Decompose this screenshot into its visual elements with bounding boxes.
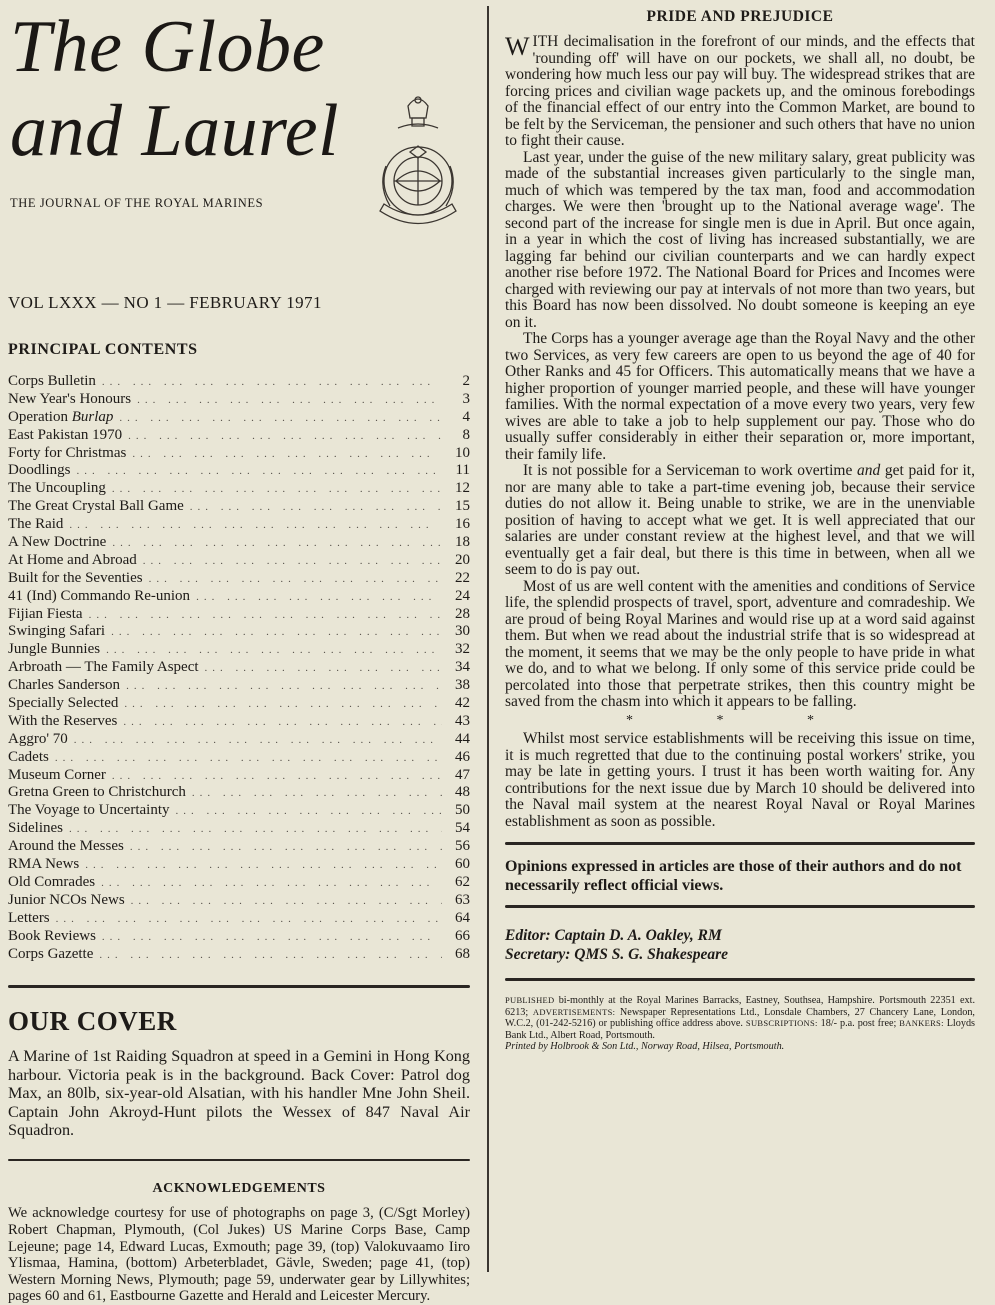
contents-item-page: 54 xyxy=(455,820,470,837)
leader-dots xyxy=(196,591,442,603)
leader-dots xyxy=(131,895,442,907)
contents-item xyxy=(8,910,470,928)
contents-item-title: The Great Crystal Ball Game xyxy=(8,498,184,515)
right-column xyxy=(505,6,975,1276)
contents-item-page: 34 xyxy=(455,659,470,676)
contents-item xyxy=(8,874,470,892)
contents-item xyxy=(8,749,470,767)
contents-list xyxy=(8,373,470,963)
contents-item xyxy=(8,462,470,480)
contents-item-title: Corps Bulletin xyxy=(8,373,96,389)
contents-item-page: 43 xyxy=(455,712,470,729)
leader-dots xyxy=(102,376,442,388)
contents-item xyxy=(8,713,470,731)
contents-item-page: 10 xyxy=(455,444,470,461)
leader-dots xyxy=(69,519,442,531)
contents-item-title: The Uncoupling xyxy=(8,480,106,497)
contents-item-page: 42 xyxy=(455,695,470,712)
editorial-paragraph xyxy=(505,463,975,579)
contents-item-title: Forty for Christmas xyxy=(8,444,127,461)
drop-cap: W xyxy=(505,32,530,61)
editorial-paragraph xyxy=(505,34,975,150)
editorial-title: PRIDE AND PREJUDICE xyxy=(646,8,834,25)
leader-dots xyxy=(190,501,442,513)
imprint-label: BANKERS: xyxy=(899,1018,944,1028)
contents-item-title: A New Doctrine xyxy=(8,534,107,551)
contents-item xyxy=(8,391,470,409)
leader-dots xyxy=(101,877,442,889)
leader-dots xyxy=(112,483,442,495)
editorial-paragraph: Most of us are well content with the amenities and conditions of Service life, the splendid prospects of travel, sport, adventure and comradeship. We are proud of being Royal Marines and would rise up at a word said against them. But when we read about the industrial strife that is so widespread at the moment, it seems that we may be the only people to have pride in what we do, and to what we belong. If only some of this service pride could be percolated into those that perpetrate strikes, then this country might be saved from the chasm into which it appears to be falling. xyxy=(505,577,975,710)
divider-rule xyxy=(505,842,975,845)
contents-item-title: Sidelines xyxy=(8,820,63,837)
contents-item-title: With the Reserves xyxy=(8,712,118,729)
contents-item-page: 18 xyxy=(455,534,470,551)
contents-item-title: Book Reviews xyxy=(8,927,96,944)
contents-item xyxy=(8,802,470,820)
imprint-text: Lloyds Bank Ltd., Albert Road, Portsmouth. xyxy=(505,1018,976,1041)
editorial-paragraph: The Corps has a younger average age than the Royal Navy and the other two Services, as very few careers are open to us beyond the age of 40 for Other Ranks and 45 for Officers. This automatically means that we have a higher proportion of younger married people, and these will have younger families. With the normal expectation of a move every two years, very few wives are able to take a job to help supplement our pay. Those who do usually suffer considerably in either their separation or, more important, their family life. xyxy=(505,330,975,463)
contents-item-title: Charles Sanderson xyxy=(8,677,121,694)
leader-dots xyxy=(74,734,442,746)
contents-item-title: Doodlings xyxy=(8,462,71,479)
contents-item-title: Corps Gazette xyxy=(8,945,94,962)
printer-credit: Printed by Holbrook & Son Ltd., Norway Road, Hilsea, Portsmouth. xyxy=(505,1041,785,1052)
contents-item xyxy=(8,946,470,964)
editorial-paragraph: Last year, under the guise of the new military salary, great publicity was made of the substantial increases given particularly to the single man, much of which was tempered by the tax man, food and accommodation charges. We were then 'brought up to the National average wage'. The second part of the increase for single men is due in April. But once again, in a year in which the cost of living has increased substantially, we are lagging far behind our civilian counterparts and we can hardly expect another rise before 1972. The National Board for Prices and Incomes were charged with reviewing our pay at intervals of not more than two years, but this Board has now been dissolved. No doubt someone is keeping an eye on it. xyxy=(505,148,975,331)
contents-item xyxy=(8,534,470,552)
contents-item-page: 38 xyxy=(455,677,470,694)
contents-item-page: 56 xyxy=(455,838,470,855)
leader-dots xyxy=(112,770,442,782)
contents-item xyxy=(8,606,470,624)
leader-dots xyxy=(143,555,442,567)
leader-dots xyxy=(77,465,442,477)
leader-dots xyxy=(128,430,442,442)
contents-item-title: Letters xyxy=(8,909,50,926)
leader-dots xyxy=(130,841,442,853)
imprint xyxy=(505,995,975,1053)
contents-item xyxy=(8,838,470,856)
contents-item-title: At Home and Abroad xyxy=(8,551,137,568)
leader-dots xyxy=(106,644,442,656)
contents-item-title: Fijian Fiesta xyxy=(8,605,83,622)
leader-dots xyxy=(102,931,442,943)
leader-dots xyxy=(132,448,442,460)
contents-item-title: Jungle Bunnies xyxy=(8,641,101,658)
contents-item-page: 20 xyxy=(455,551,470,568)
contents-item xyxy=(8,570,470,588)
column-divider xyxy=(487,6,489,1272)
imprint-text: 18/- p.a. post free; xyxy=(817,1018,900,1029)
contents-item-title: Swinging Safari xyxy=(8,623,106,640)
contents-item xyxy=(8,784,470,802)
editorial-paragraph: Whilst most service establishments will be receiving this issue on time, it is much regretted that due to the continuing postal workers' strike, you may be late in getting yours. I trust it has been worth waiting for. Any contributions for the next issue due by March 10 should be delivered into the Naval mail system at the nearest Royal Naval or Royal Marines establishment as soon as possible. xyxy=(505,730,975,830)
contents-item xyxy=(8,552,470,570)
leader-dots xyxy=(126,680,442,692)
contents-item xyxy=(8,498,470,516)
contents-item-page: 32 xyxy=(455,641,470,658)
contents-item-title: The Raid xyxy=(8,516,64,533)
contents-item-page: 64 xyxy=(455,909,470,926)
leader-dots xyxy=(69,823,442,835)
contents-item xyxy=(8,731,470,749)
contents-item-title: New Year's Honours xyxy=(8,390,132,407)
editorial-body xyxy=(505,34,975,830)
contents-item-page: 8 xyxy=(462,426,470,443)
contents-item-title: Junior NCOs News xyxy=(8,891,125,908)
contents-item-page: 66 xyxy=(455,927,470,944)
contents-item-page: 68 xyxy=(455,945,470,962)
contents-item-page: 2 xyxy=(462,373,470,389)
contents-item-title: Museum Corner xyxy=(8,766,106,783)
contents-item-title: The Voyage to Uncertainty xyxy=(8,802,170,819)
contents-item xyxy=(8,928,470,946)
contents-item xyxy=(8,641,470,659)
leader-dots xyxy=(56,913,442,925)
contents-item xyxy=(8,820,470,838)
contents-item xyxy=(8,588,470,606)
editor-credit: Editor: Captain D. A. Oakley, RM xyxy=(505,927,722,944)
contents-item-page: 30 xyxy=(455,623,470,640)
contents-item-title: 41 (Ind) Commando Re-union xyxy=(8,587,191,604)
imprint-label: PUBLISHED xyxy=(505,995,555,1005)
contents-item xyxy=(8,516,470,534)
contents-item xyxy=(8,659,470,677)
leader-dots xyxy=(89,609,442,621)
leader-dots xyxy=(123,716,442,728)
contents-item-title: Specially Selected xyxy=(8,695,119,712)
leader-dots xyxy=(124,698,442,710)
paragraph-text: ITH decimalisation in the forefront of our minds, and the effects that 'rounding off' will have on our pockets, we shall all, no doubt, be wondering how much less our pay will buy. The widespread strikes that are forcing prices and civilian wage packets up, and the ominous forebodings of the financial effect of our entry into the Common Market, are bound to be felt by the Serviceman, the pensioner and such others that have no union to fight their cause. xyxy=(505,33,975,149)
leader-dots xyxy=(192,787,442,799)
contents-item xyxy=(8,856,470,874)
imprint-text: bi-monthly at the Royal Marines Barracks, Eastney, Southsea, Hampshire. Portsmouth 22351 ext. 6213; xyxy=(505,995,975,1018)
cover-title: OUR COVER xyxy=(8,1006,177,1037)
contents-item-title: Gretna Green to Christchurch xyxy=(8,784,186,801)
contents-item-page: 11 xyxy=(455,462,470,479)
contents-item xyxy=(8,373,470,391)
contents-item xyxy=(8,445,470,463)
contents-item-page: 3 xyxy=(462,390,470,407)
masthead-line-1: The Globe xyxy=(10,6,325,88)
leader-dots xyxy=(119,412,442,424)
contents-item-page: 16 xyxy=(455,516,470,533)
journal-subtitle: THE JOURNAL OF THE ROYAL MARINES xyxy=(10,196,264,210)
contents-item-title: Aggro' 70 xyxy=(8,730,68,747)
contents-item xyxy=(8,427,470,445)
contents-item-page: 47 xyxy=(455,766,470,783)
contents-item-page: 24 xyxy=(455,587,470,604)
contents-item-page: 50 xyxy=(455,802,470,819)
leader-dots xyxy=(175,805,442,817)
section-stars: * * * xyxy=(626,712,854,728)
royal-marines-crest-icon xyxy=(368,86,468,241)
imprint-text: Newspaper Representations Ltd., Lonsdale Chambers, 27 Chancery Lane, London, W.C.2, (01-242-5216) or publishing office address above. xyxy=(505,1006,975,1029)
divider-rule xyxy=(505,905,975,908)
contents-item-page: 4 xyxy=(462,408,470,425)
leader-dots xyxy=(137,394,442,406)
contents-item-title: Around the Messes xyxy=(8,838,124,855)
contents-item-title: Built for the Seventies xyxy=(8,569,143,586)
contents-item xyxy=(8,480,470,498)
paragraph-text: get paid for it, nor are many able to take a part-time evening job, because their service duties do not allow it. Being unable to strike, we are in the unenviable position of having to accept what we get. It is well appreciated that our salaries are under constant review at the highest level, and that we will eventually get a fair deal, but there is this time in between, when all we seem to do is pay out. xyxy=(505,462,975,578)
contents-item-title: Cadets xyxy=(8,748,49,765)
contents-item xyxy=(8,892,470,910)
contents-item-title: Operation Burlap xyxy=(8,408,114,425)
contents-item xyxy=(8,623,470,641)
contents-item-title: Old Comrades xyxy=(8,873,96,890)
leader-dots xyxy=(99,949,442,961)
contents-item-page: 60 xyxy=(455,856,470,873)
acknowledgements-text: We acknowledge courtesy for use of photographs on page 3, (C/Sgt Morley) Robert Chapman, Plymouth, (Col Jukes) US Marine Corps Base, Camp Lejeune; page 14, Edward Lucas, Exmouth; page 39, (top) Valokuvaamo Iiro Ylismaa, Hamina, (bottom) Arbeterbladet, Gävle, Sweden; page 41, (top) Western Morning News, Plymouth; page 59, underwater gear by Lillywhites; pages 60 and 61, Eastbourne Gazette and Herald and Leicester Mercury. xyxy=(8,1205,470,1305)
leader-dots xyxy=(85,859,442,871)
leader-dots xyxy=(149,573,442,585)
contents-item-page: 44 xyxy=(455,730,470,747)
issue-line: VOL LXXX — NO 1 — FEBRUARY 1971 xyxy=(8,293,322,312)
contents-item xyxy=(8,677,470,695)
contents-item-title: East Pakistan 1970 xyxy=(8,426,123,443)
acknowledgements-title: ACKNOWLEDGEMENTS xyxy=(152,1181,326,1197)
contents-item-title: Arbroath — The Family Aspect xyxy=(8,659,199,676)
paragraph-text: It is not possible for a Serviceman to work overtime xyxy=(523,462,857,479)
contents-item-page: 63 xyxy=(455,891,470,908)
divider-rule xyxy=(505,978,975,981)
contents-item-title: RMA News xyxy=(8,856,80,873)
staff-credits xyxy=(505,926,975,964)
leader-dots xyxy=(111,626,442,638)
leader-dots xyxy=(112,537,442,549)
opinion-disclaimer: Opinions expressed in articles are those of their authors and do not necessarily reflect official views. xyxy=(505,858,962,894)
contents-item-page: 22 xyxy=(455,569,470,586)
emphasis-text: and xyxy=(856,462,881,479)
contents-item xyxy=(8,695,470,713)
contents-item-page: 62 xyxy=(455,873,470,890)
imprint-label: SUBSCRIPTIONS: xyxy=(745,1018,818,1028)
contents-title: PRINCIPAL CONTENTS xyxy=(8,341,198,358)
contents-item-page: 28 xyxy=(455,605,470,622)
contents-item-page: 46 xyxy=(455,748,470,765)
divider-rule xyxy=(8,985,470,988)
contents-item xyxy=(8,767,470,785)
masthead-line-2: and Laurel xyxy=(10,90,340,172)
left-column xyxy=(8,6,470,1305)
divider-rule xyxy=(8,1159,470,1161)
cover-text: A Marine of 1st Raiding Squadron at speed in a Gemini in Hong Kong harbour. Victoria peak is in the background. Back Cover: Patrol dog Max, an 80lb, six-year-old Alsatian, with his handler Mne John Sheil. Captain John Akroyd-Hunt pilots the Wessex of 847 Naval Air Squadron. xyxy=(8,1047,470,1140)
secretary-credit: Secretary: QMS S. G. Shakespeare xyxy=(505,946,729,963)
leader-dots xyxy=(205,662,442,674)
imprint-label: ADVERTISEMENTS: xyxy=(532,1006,616,1017)
contents-item-page: 15 xyxy=(455,498,470,515)
contents-item-page: 48 xyxy=(455,784,470,801)
contents-item-page: 12 xyxy=(455,480,470,497)
leader-dots xyxy=(55,752,442,764)
contents-item xyxy=(8,409,470,427)
